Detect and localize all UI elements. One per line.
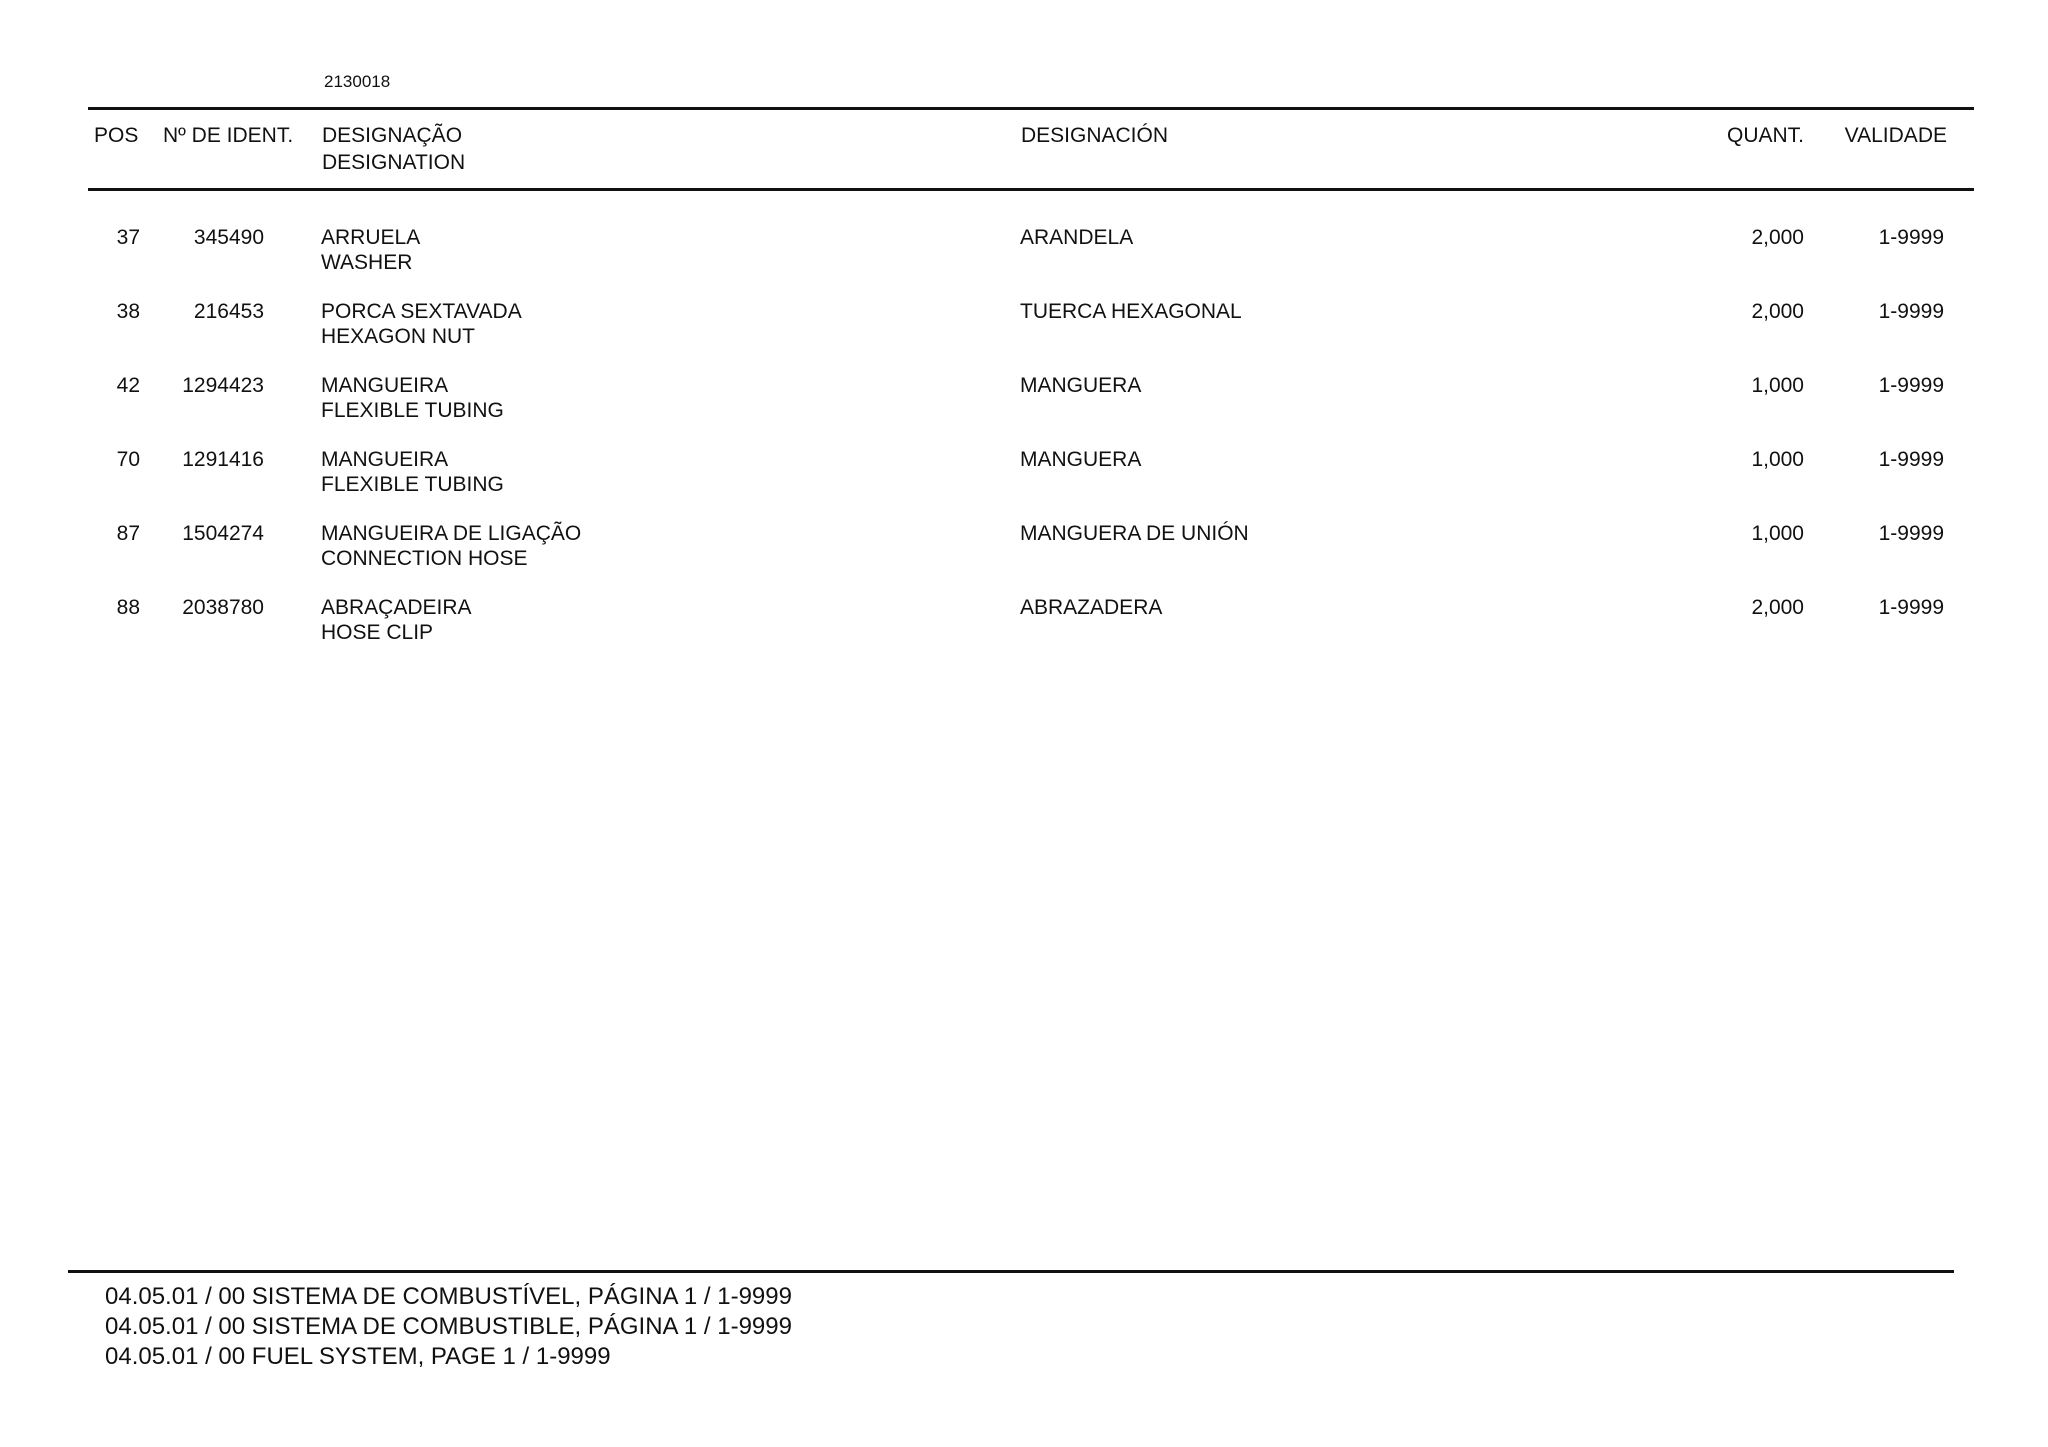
row-quantity: 2,000 <box>1751 300 1804 323</box>
table-row <box>0 225 2048 285</box>
row-ident: 1294423 <box>182 374 264 397</box>
row-ident: 345490 <box>193 226 264 249</box>
row-designation-pt: PORCA SEXTAVADA <box>321 300 522 323</box>
row-designation-en: FLEXIBLE TUBING <box>321 399 504 422</box>
table-row <box>0 595 2048 655</box>
row-designation-pt: ARRUELA <box>321 226 421 249</box>
table-header-rule <box>88 188 1974 191</box>
row-designation-pt: MANGUEIRA <box>321 448 449 471</box>
row-quantity: 1,000 <box>1751 374 1804 397</box>
row-pos: 88 <box>116 596 140 619</box>
table-row <box>0 447 2048 507</box>
row-quantity: 2,000 <box>1751 226 1804 249</box>
table-row <box>0 299 2048 359</box>
table-row <box>0 521 2048 581</box>
row-designation-en: HEXAGON NUT <box>321 325 476 348</box>
row-designation-en: WASHER <box>321 251 413 274</box>
row-validity: 1-9999 <box>1878 374 1944 397</box>
column-header-validity: VALIDADE <box>1844 124 1947 147</box>
row-ident: 2038780 <box>182 596 264 619</box>
row-designation-pt: MANGUEIRA <box>321 374 449 397</box>
row-ident: 1291416 <box>182 448 264 471</box>
row-designation-es: MANGUERA DE UNIÓN <box>1020 522 1249 545</box>
column-header-designation-en: DESIGNATION <box>322 151 466 174</box>
row-designation-es: MANGUERA <box>1020 448 1142 471</box>
row-validity: 1-9999 <box>1878 300 1944 323</box>
row-quantity: 1,000 <box>1751 448 1804 471</box>
row-validity: 1-9999 <box>1878 596 1944 619</box>
row-pos: 38 <box>116 300 140 323</box>
row-designation-pt: ABRAÇADEIRA <box>321 596 472 619</box>
table-row <box>0 373 2048 433</box>
row-designation-es: TUERCA HEXAGONAL <box>1020 300 1242 323</box>
footer-line-pt: 04.05.01 / 00 SISTEMA DE COMBUSTÍVEL, PÁGINA 1 / 1-9999 <box>105 1283 792 1310</box>
page-footer <box>105 1282 792 1372</box>
row-ident: 216453 <box>193 300 264 323</box>
column-header-designation-es: DESIGNACIÓN <box>1021 124 1169 147</box>
row-pos: 37 <box>116 226 140 249</box>
footer-rule <box>68 1270 1954 1273</box>
document-id: 2130018 <box>324 72 391 91</box>
footer-line-es: 04.05.01 / 00 SISTEMA DE COMBUSTIBLE, PÁGINA 1 / 1-9999 <box>105 1313 792 1340</box>
column-header-ident: Nº DE IDENT. <box>163 124 294 147</box>
footer-line-en: 04.05.01 / 00 FUEL SYSTEM, PAGE 1 / 1-9999 <box>105 1343 611 1370</box>
row-pos: 70 <box>116 448 140 471</box>
row-validity: 1-9999 <box>1878 448 1944 471</box>
row-pos: 87 <box>116 522 140 545</box>
row-quantity: 1,000 <box>1751 522 1804 545</box>
row-designation-en: CONNECTION HOSE <box>321 547 528 570</box>
row-designation-es: ARANDELA <box>1020 226 1134 249</box>
row-designation-en: FLEXIBLE TUBING <box>321 473 504 496</box>
row-validity: 1-9999 <box>1878 226 1944 249</box>
row-designation-es: ABRAZADERA <box>1020 596 1163 619</box>
row-designation-pt: MANGUEIRA DE LIGAÇÃO <box>321 522 582 545</box>
row-ident: 1504274 <box>182 522 264 545</box>
column-header-designation-pt: DESIGNAÇÃO <box>322 124 463 147</box>
column-header-quantity: QUANT. <box>1726 124 1804 147</box>
row-validity: 1-9999 <box>1878 522 1944 545</box>
row-designation-en: HOSE CLIP <box>321 621 434 644</box>
row-designation-es: MANGUERA <box>1020 374 1142 397</box>
column-header-pos: POS <box>94 124 139 147</box>
table-top-rule <box>88 107 1974 110</box>
row-quantity: 2,000 <box>1751 596 1804 619</box>
row-pos: 42 <box>116 374 140 397</box>
